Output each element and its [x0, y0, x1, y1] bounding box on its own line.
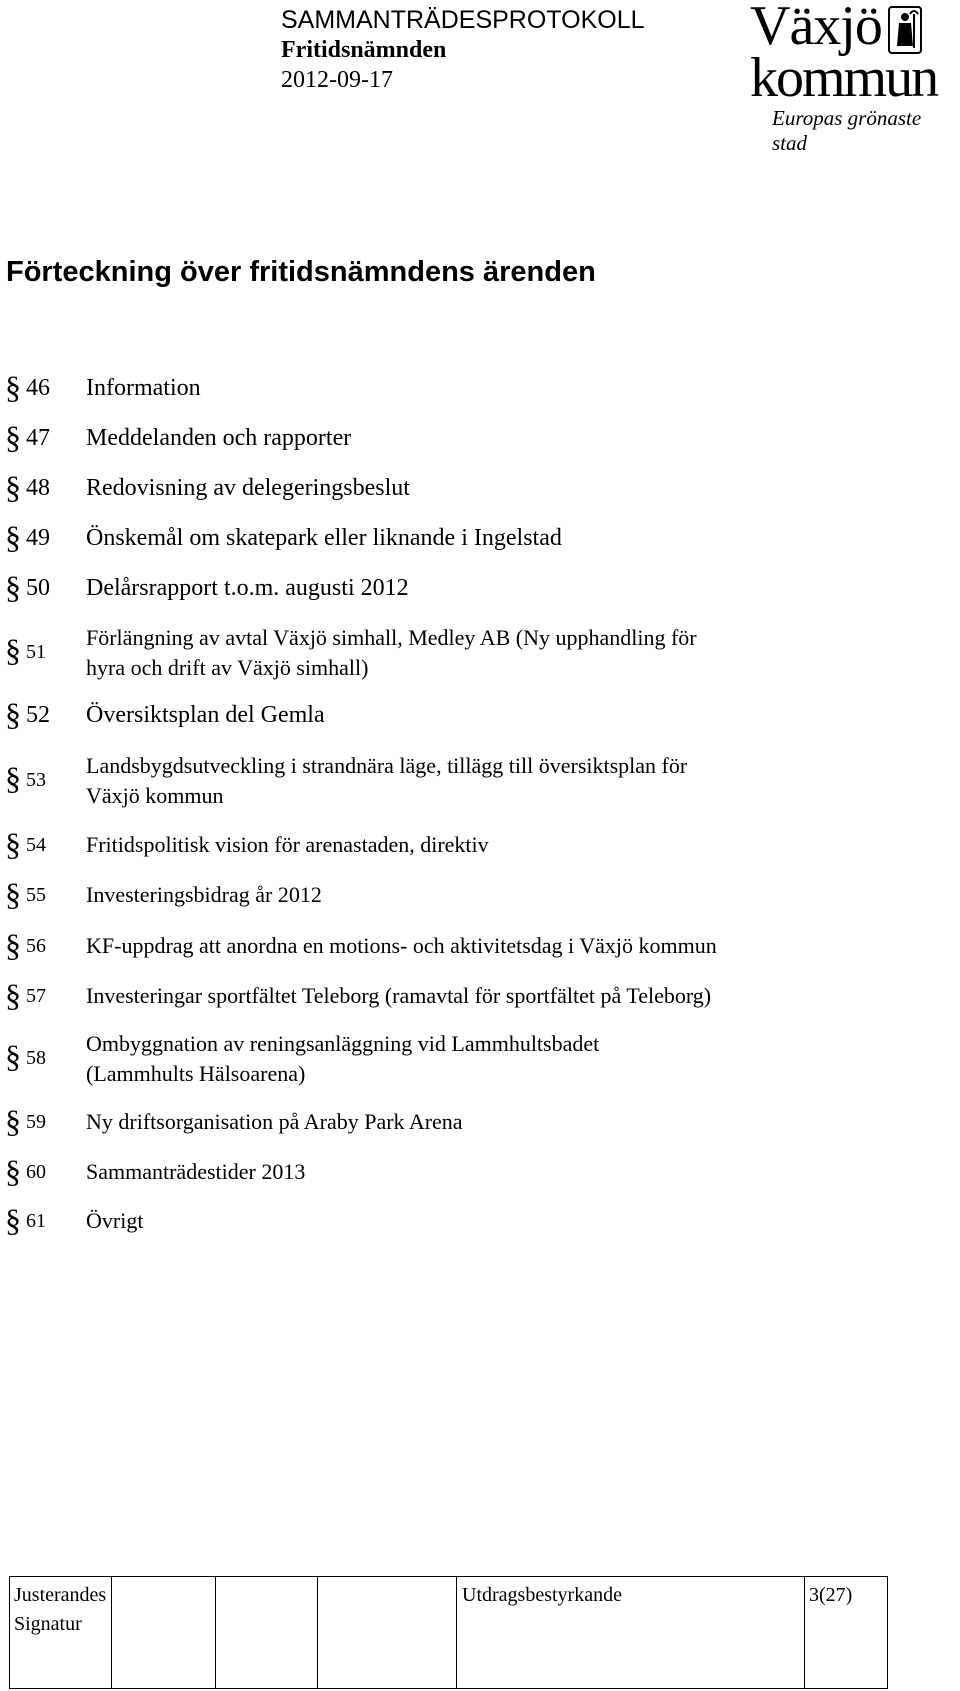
item-text: Information	[86, 375, 201, 401]
signature-cell	[216, 1577, 318, 1689]
item-text-line2: Växjö kommun	[86, 783, 224, 808]
section-symbol: §	[5, 876, 21, 912]
section-symbol: §	[5, 927, 21, 963]
item-number: 56	[26, 935, 46, 957]
item-text-line2: (Lammhults Hälsoarena)	[86, 1061, 306, 1086]
item-text	[86, 751, 946, 811]
item-number: 50	[26, 575, 50, 601]
page-number: 3(27)	[809, 1584, 853, 1606]
signature-cell	[10, 1577, 112, 1689]
signature-footer	[9, 1576, 888, 1689]
protocol-title: SAMMANTRÄDESPROTOKOLL	[281, 6, 645, 34]
item-text-line1: Landsbygdsutveckling i strandnära läge, tillägg till översiktsplan för	[86, 753, 688, 778]
item-number: 59	[26, 1111, 46, 1133]
item-text: Investeringar sportfältet Teleborg (ramavtal för sportfältet på Teleborg)	[86, 983, 712, 1008]
item-text: Sammanträdestider 2013	[86, 1159, 306, 1184]
item-number: 51	[26, 641, 46, 663]
item-text	[86, 1029, 946, 1089]
item-number: 46	[26, 375, 50, 401]
item-number: 53	[26, 769, 46, 791]
item-number: 49	[26, 525, 50, 551]
section-symbol: §	[5, 1103, 21, 1139]
item-number: 57	[26, 985, 46, 1007]
item-text-line1: Förlängning av avtal Växjö simhall, Medley AB (Ny upphandling för	[86, 625, 697, 650]
item-text: Redovisning av delegeringsbeslut	[86, 475, 410, 501]
item-text: Önskemål om skatepark eller liknande i Ingelstad	[86, 525, 562, 551]
item-text-line1: Ombyggnation av reningsanläggning vid Lammhultsbadet	[86, 1031, 600, 1056]
section-symbol: §	[5, 1153, 21, 1189]
item-text: Ny driftsorganisation på Araby Park Arena	[86, 1109, 463, 1134]
item-text: Översiktsplan del Gemla	[86, 702, 325, 728]
page-number-cell	[805, 1577, 888, 1689]
section-symbol: §	[5, 1038, 21, 1074]
justerandes-label: Justerandes	[14, 1584, 107, 1606]
item-number: 54	[26, 834, 46, 856]
utdragsbestyrkande-label: Utdragsbestyrkande	[462, 1584, 622, 1606]
item-number: 52	[26, 702, 50, 728]
section-symbol: §	[5, 760, 21, 796]
item-text: Delårsrapport t.o.m. augusti 2012	[86, 575, 409, 601]
item-text: Investeringsbidrag år 2012	[86, 882, 322, 907]
section-symbol: §	[5, 826, 21, 862]
section-symbol: §	[5, 1202, 21, 1238]
section-symbol: §	[5, 696, 21, 732]
item-number: 55	[26, 884, 46, 906]
signature-cell	[318, 1577, 457, 1689]
logo-tagline: Europas grönaste stad	[772, 106, 922, 155]
item-text: Fritidspolitisk vision för arenastaden, direktiv	[86, 832, 489, 857]
section-symbol: §	[5, 369, 21, 405]
section-symbol: §	[5, 977, 21, 1013]
logo-name-line1: Växjö	[750, 0, 882, 57]
vaxjo-kommun-logo	[748, 0, 960, 155]
page-title: Förteckning över fritidsnämndens ärenden	[6, 256, 596, 288]
section-symbol: §	[5, 469, 21, 505]
section-symbol: §	[5, 632, 21, 668]
item-number: 60	[26, 1161, 46, 1183]
item-number: 61	[26, 1210, 46, 1232]
signatur-label: Signatur	[14, 1613, 82, 1635]
item-number: 48	[26, 475, 50, 501]
item-text: KF-uppdrag att anordna en motions- och aktivitetsdag i Växjö kommun	[86, 933, 717, 958]
section-symbol: §	[5, 419, 21, 455]
certification-cell	[457, 1577, 805, 1689]
item-text: Meddelanden och rapporter	[86, 425, 352, 451]
signature-cell	[112, 1577, 216, 1689]
item-text	[86, 623, 946, 683]
item-text: Övrigt	[86, 1208, 144, 1233]
committee-name: Fritidsnämnden	[281, 37, 447, 63]
item-number: 47	[26, 425, 50, 451]
meeting-date: 2012-09-17	[281, 67, 393, 93]
section-symbol: §	[5, 519, 21, 555]
item-text-line2: hyra och drift av Växjö simhall)	[86, 655, 369, 680]
logo-name-line2: kommun	[750, 47, 938, 109]
section-symbol: §	[5, 569, 21, 605]
item-number: 58	[26, 1047, 46, 1069]
